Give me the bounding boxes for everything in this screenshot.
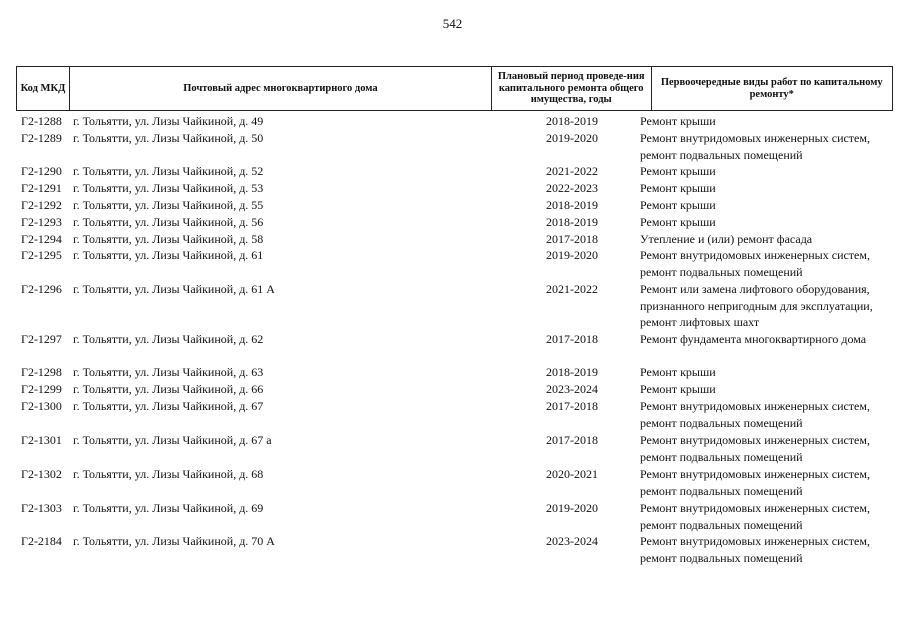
header-works: Первоочередные виды работ по капитальному ремонту*	[660, 77, 883, 100]
cell-works: Ремонт крыши	[640, 365, 716, 379]
cell-address: г. Тольятти, ул. Лизы Чайкиной, д. 58	[73, 232, 264, 246]
header-period: Плановый период проведе-ния капитального ремонта общего имущества, годы	[492, 67, 652, 110]
cell-code: Г2-1303	[21, 501, 62, 515]
cell-period: 2017-2018	[546, 433, 598, 447]
cell-address: г. Тольятти, ул. Лизы Чайкиной, д. 61 А	[73, 282, 275, 296]
cell-address: г. Тольятти, ул. Лизы Чайкиной, д. 69	[73, 501, 264, 515]
cell-address: г. Тольятти, ул. Лизы Чайкиной, д. 50	[73, 131, 264, 145]
cell-works: Утепление и (или) ремонт фасада	[640, 232, 813, 246]
cell-period: 2018-2019	[546, 198, 598, 212]
cell-code: Г2-1288	[21, 114, 62, 128]
cell-code: Г2-1296	[21, 282, 62, 296]
cell-code: Г2-1289	[21, 131, 62, 145]
cell-address: г. Тольятти, ул. Лизы Чайкиной, д. 55	[73, 198, 264, 212]
cell-period: 2018-2019	[546, 215, 598, 229]
cell-code: Г2-1293	[21, 215, 62, 229]
cell-works: Ремонт крыши	[640, 164, 716, 178]
cell-period: 2018-2019	[546, 365, 598, 379]
cell-address: г. Тольятти, ул. Лизы Чайкиной, д. 52	[73, 164, 264, 178]
cell-period: 2017-2018	[546, 332, 598, 346]
cell-code: Г2-1291	[21, 181, 62, 195]
cell-address: г. Тольятти, ул. Лизы Чайкиной, д. 56	[73, 215, 264, 229]
cell-code: Г2-1295	[21, 248, 62, 262]
cell-works: Ремонт внутридомовых инженерных систем, ремонт подвальных помещений	[640, 534, 870, 565]
cell-code: Г2-1294	[21, 232, 62, 246]
cell-period: 2019-2020	[546, 131, 598, 145]
cell-period: 2020-2021	[546, 467, 598, 481]
cell-works: Ремонт фундамента многоквартирного дома	[640, 332, 867, 346]
cell-period: 2017-2018	[546, 399, 598, 413]
cell-period: 2022-2023	[546, 181, 598, 195]
cell-works: Ремонт крыши	[640, 114, 716, 128]
cell-works: Ремонт внутридомовых инженерных систем, ремонт подвальных помещений	[640, 399, 870, 430]
cell-period: 2019-2020	[546, 501, 598, 515]
cell-works: Ремонт внутридомовых инженерных систем, ремонт подвальных помещений	[640, 248, 870, 279]
cell-address: г. Тольятти, ул. Лизы Чайкиной, д. 63	[73, 365, 264, 379]
cell-address: г. Тольятти, ул. Лизы Чайкиной, д. 67	[73, 399, 264, 413]
cell-works: Ремонт крыши	[640, 382, 716, 396]
header-address: Почтовый адрес многоквартирного дома	[70, 67, 492, 110]
page-number: 542	[442, 16, 463, 31]
cell-address: г. Тольятти, ул. Лизы Чайкиной, д. 61	[73, 248, 264, 262]
cell-works: Ремонт внутридомовых инженерных систем, ремонт подвальных помещений	[640, 131, 870, 162]
cell-works: Ремонт внутридомовых инженерных систем, ремонт подвальных помещений	[640, 433, 870, 464]
cell-works: Ремонт крыши	[640, 198, 716, 212]
cell-works: Ремонт внутридомовых инженерных систем, ремонт подвальных помещений	[640, 501, 870, 532]
cell-address: г. Тольятти, ул. Лизы Чайкиной, д. 70 А	[73, 534, 275, 548]
cell-code: Г2-1290	[21, 164, 62, 178]
cell-address: г. Тольятти, ул. Лизы Чайкиной, д. 68	[73, 467, 264, 481]
cell-address: г. Тольятти, ул. Лизы Чайкиной, д. 49	[73, 114, 264, 128]
cell-period: 2021-2022	[546, 282, 598, 296]
cell-works: Ремонт крыши	[640, 181, 716, 195]
header-code: Код МКД	[17, 67, 70, 110]
cell-works: Ремонт внутридомовых инженерных систем, ремонт подвальных помещений	[640, 467, 870, 498]
cell-period: 2023-2024	[546, 382, 598, 396]
cell-code: Г2-1292	[21, 198, 62, 212]
cell-works: Ремонт крыши	[640, 215, 716, 229]
cell-code: Г2-2184	[21, 534, 62, 548]
cell-address: г. Тольятти, ул. Лизы Чайкиной, д. 62	[73, 332, 264, 346]
cell-address: г. Тольятти, ул. Лизы Чайкиной, д. 53	[73, 181, 264, 195]
cell-period: 2019-2020	[546, 248, 598, 262]
cell-period: 2023-2024	[546, 534, 598, 548]
cell-code: Г2-1297	[21, 332, 62, 346]
cell-address: г. Тольятти, ул. Лизы Чайкиной, д. 66	[73, 382, 264, 396]
table-header	[16, 66, 893, 111]
cell-code: Г2-1301	[21, 433, 62, 447]
cell-works: Ремонт или замена лифтового оборудования, признанного непригодным для эксплуатации, ремонт лифтовых шахт	[640, 282, 873, 329]
cell-code: Г2-1299	[21, 382, 62, 396]
cell-period: 2021-2022	[546, 164, 598, 178]
cell-address: г. Тольятти, ул. Лизы Чайкиной, д. 67 а	[73, 433, 272, 447]
cell-period: 2018-2019	[546, 114, 598, 128]
cell-code: Г2-1302	[21, 467, 62, 481]
cell-period: 2017-2018	[546, 232, 598, 246]
cell-code: Г2-1298	[21, 365, 62, 379]
cell-code: Г2-1300	[21, 399, 62, 413]
